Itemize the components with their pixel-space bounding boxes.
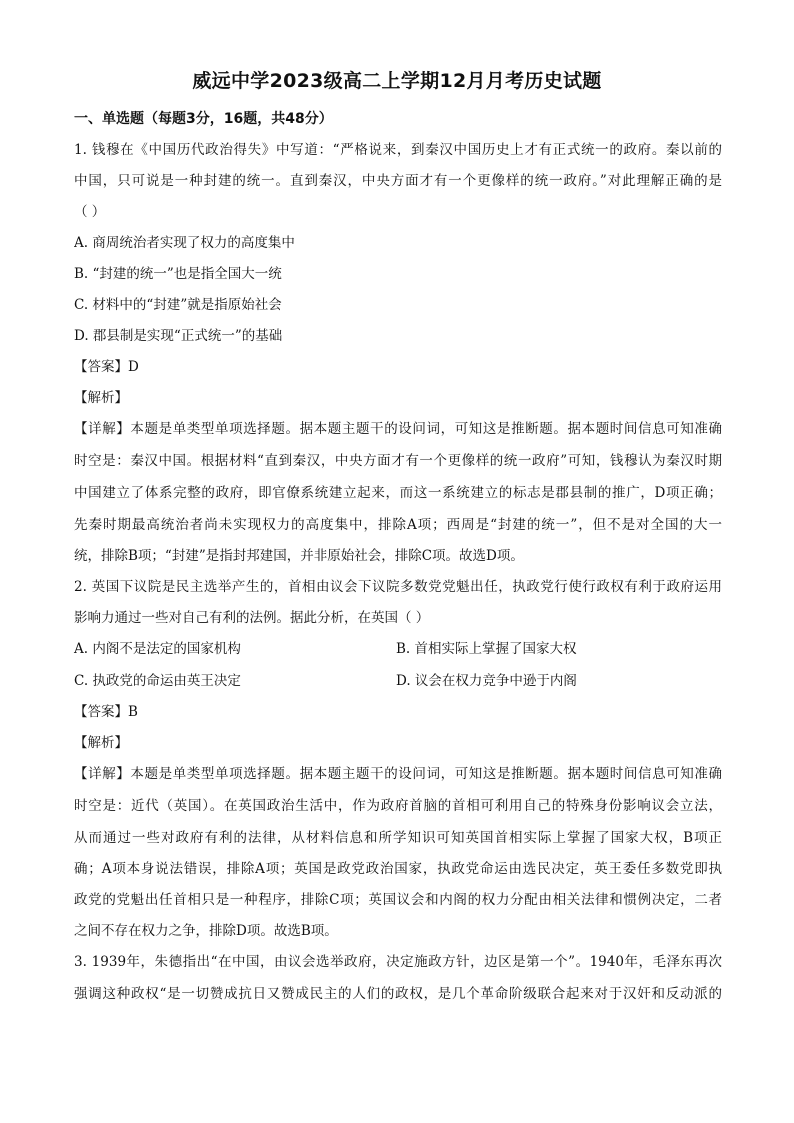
- q3-stem-line: 强调这种政权“是一切赞成抗日又赞成民主的人们的政权，是几个革命阶级联合起来对于汉奸和反动派的: [74, 986, 722, 1002]
- q2-detail-line: 从而通过一些对政府有利的法律，从材料信息和所学知识可知英国首相实际上掌握了国家大权，B项正: [74, 830, 722, 846]
- page-title: 威远中学2023级高二上学期12月月考历史试题: [192, 70, 602, 92]
- q1-detail-line: 【详解】本题是单类型单项选择题。据本题主题干的设问词，可知这是推断题。据本题时间信息可知准确: [74, 421, 722, 437]
- q2-option-b: B. 首相实际上掌握了国家大权: [396, 641, 577, 657]
- q2-detail-line: 之间不存在权力之争，排除D项。故选B项。: [74, 923, 338, 939]
- q2-option-d: D. 议会在权力竞争中逊于内阁: [396, 673, 577, 689]
- q2-stem-line: 影响力通过一些对自己有利的法例。据此分析，在英国（ ）: [74, 610, 430, 626]
- q1-option-d: D. 郡县制是实现“正式统一”的基础: [74, 328, 283, 344]
- q1-detail-line: 先秦时期最高统治者尚未实现权力的高度集中，排除A项；西周是“封建的统一”，但不是对全国的大一: [74, 517, 722, 533]
- q2-detail-line: 【详解】本题是单类型单项选择题。据本题主题干的设问词，可知这是推断题。据本题时间信息可知准确: [74, 766, 722, 782]
- q1-option-c: C. 材料中的“封建”就是指原始社会: [74, 297, 282, 313]
- q1-option-a: A. 商周统治者实现了权力的高度集中: [74, 235, 295, 251]
- q2-stem-line: 2. 英国下议院是民主选举产生的，首相由议会下议院多数党党魁出任，执政党行使行政权有利于政府运用: [74, 579, 722, 595]
- q1-stem-line: 中国，只可说是一种封建的统一。直到秦汉，中央方面才有一个更像样的统一政府。”对此理解正确的是: [74, 173, 722, 189]
- section-heading: 一、单选题（每题3分，16题，共48分）: [74, 111, 333, 127]
- q1-stem-line: 1. 钱穆在《中国历代政治得失》中写道：“严格说来，到秦汉中国历史上才有正式统一的政府。秦以前的: [74, 142, 722, 158]
- q2-analysis-label: 【解析】: [74, 735, 128, 751]
- q1-detail-line: 统，排除B项；“封建”是指封邦建国，并非原始社会，排除C项。故选D项。: [74, 548, 524, 564]
- q1-stem-line: （ ）: [74, 204, 106, 220]
- q2-detail-line: 政党的党魁出任首相只是一种程序，排除C项；英国议会和内阁的权力分配由相关法律和惯例决定，二者: [74, 892, 722, 908]
- q1-detail-line: 时空是：秦汉中国。根据材料“直到秦汉，中央方面才有一个更像样的统一政府”可知，钱穆认为秦汉时期: [74, 453, 722, 469]
- q2-detail-line: 确；A项本身说法错误，排除A项；英国是政党政治国家，执政党命运由选民决定，英王委任多数党即执: [74, 861, 722, 877]
- q2-option-c: C. 执政党的命运由英王决定: [74, 673, 241, 689]
- q2-detail-line: 时空是：近代（英国）。在英国政治生活中，作为政府首脑的首相可利用自己的特殊身份影响议会立法，: [74, 798, 722, 814]
- q1-analysis-label: 【解析】: [74, 390, 128, 406]
- q2-option-a: A. 内阁不是法定的国家机构: [74, 641, 241, 657]
- q1-detail-line: 中国建立了体系完整的政府，即官僚系统建立起来，而这一系统建立的标志是郡县制的推广，D项正确；: [74, 485, 722, 501]
- q1-answer: 【答案】D: [74, 359, 139, 375]
- q3-stem-line: 3. 1939年，朱德指出“在中国，由议会选举政府，决定施政方针，边区是第一个”。1940年，毛泽东再次: [74, 954, 722, 970]
- q1-option-b: B. “封建的统一”也是指全国大一统: [74, 266, 282, 282]
- q2-answer: 【答案】B: [74, 704, 138, 720]
